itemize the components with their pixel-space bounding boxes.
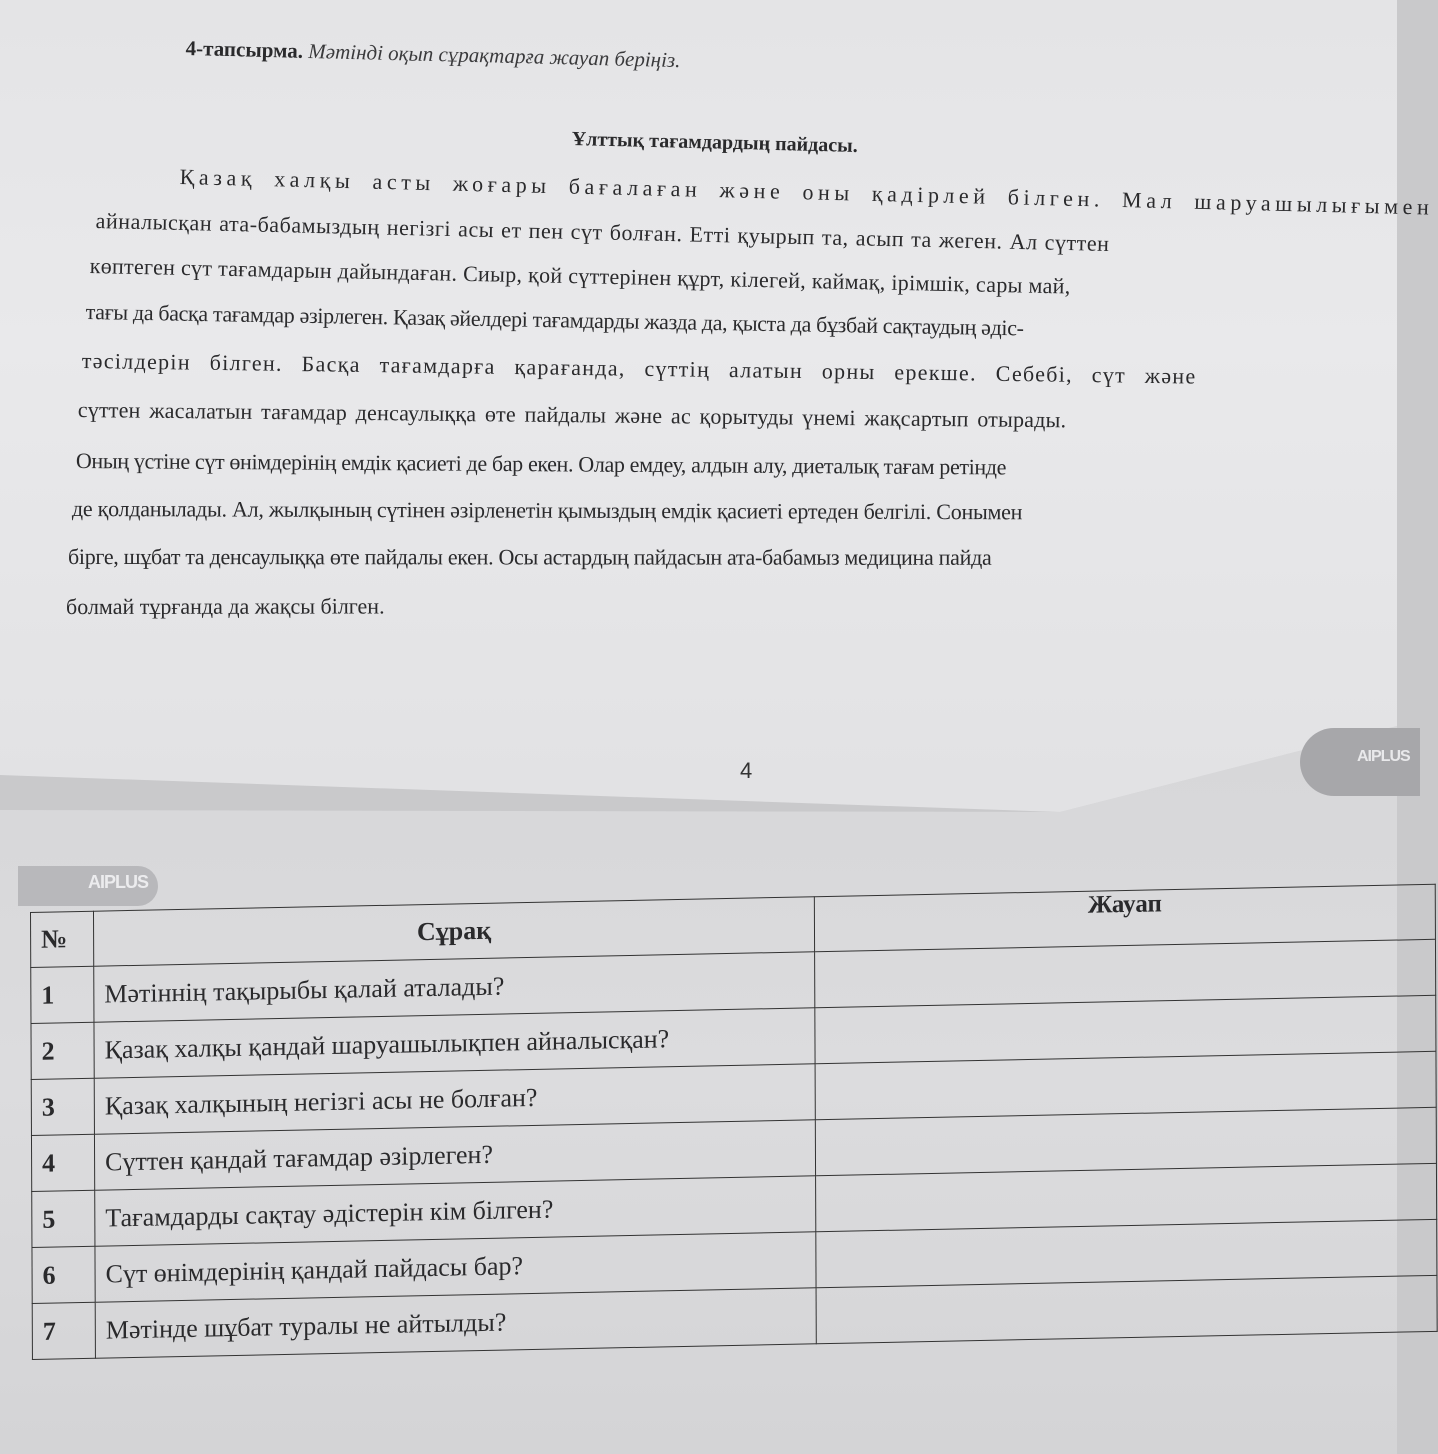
row-question: Мәтіннің тақырыбы қалай аталады? [94, 952, 815, 1022]
row-question: Қазақ халқының негізгі асы не болған? [94, 1064, 815, 1134]
text-title: Ұлттық тағамдардың пайдасы. [571, 128, 859, 157]
row-question: Қазақ халқы қандай шаруашылықпен айналысқан? [94, 1008, 815, 1078]
row-question: Сүт өнімдерінің қандай пайдасы бар? [95, 1232, 816, 1302]
row-number: 6 [32, 1246, 95, 1303]
row-question: Тағамдарды сақтау әдістерін кім білген? [95, 1176, 816, 1246]
paragraph-line: тәсілдерін білген. Басқа тағамдарға қарағанда, сүттің алатын орны ерекше. Себебі, сүт және [81, 348, 1197, 389]
paragraph-line: көптеген сүт тағамдарын дайындаған. Сиыр, қой сүттерінен құрт, кілегей, каймақ, ірімшік, сары май, [89, 253, 1071, 299]
paragraph-line: айналысқан ата-бабамыздың негізгі асы ет пен сүт болған. Етті қуырып та, асып та жеген. Ал сүттен [95, 208, 1110, 256]
logo: AIPLUS [88, 872, 149, 892]
questions-table [30, 884, 1438, 1360]
row-number: 4 [31, 1134, 94, 1191]
row-number: 5 [32, 1190, 95, 1247]
header-answer: Жауап [814, 884, 1435, 951]
task-label: 4-тапсырма. [185, 36, 304, 63]
row-answer-cell[interactable] [816, 1275, 1437, 1343]
header-question: Сұрақ [93, 897, 814, 966]
paragraph-line: Қазақ халқы асты жоғары бағалаған және оны қадірлей білген. Мал шаруашылығымен [179, 164, 1434, 220]
paragraph-line: болмай тұрғанда да жақсы білген. [66, 593, 385, 619]
row-number: 1 [31, 966, 94, 1023]
paragraph-line: сүттен жасалатын тағамдар денсаулыққа өте пайдалы және ас қорытуды үнемі жақсартып отырады. [77, 397, 1067, 433]
row-question: Сүттен қандай тағамдар әзірлеген? [94, 1120, 815, 1190]
task-instruction: Мәтінді оқып сұрақтарға жауап беріңіз. [308, 38, 681, 73]
paragraph-line: тағы да басқа тағамдар әзірлеген. Қазақ әйелдері тағамдарды жазда да, қыста да бұзбай сақтаудың әдіс- [85, 299, 1024, 341]
paragraph-line: бірге, шұбат та денсаулыққа өте пайдалы екен. Осы астардың пайдасын ата-бабамыз медицина пайда [67, 544, 992, 570]
header-number: № [31, 911, 94, 967]
row-number: 3 [31, 1078, 94, 1135]
row-question: Мәтінде шұбат туралы не айтылды? [95, 1288, 816, 1358]
paragraph-line: Оның үстіне сүт өнімдерінің емдік қасиеті де бар екен. Олар емдеу, алдын алу, диеталық тағам ретінде [75, 448, 1007, 480]
row-number: 7 [32, 1302, 95, 1359]
questions-table-wrapper [30, 884, 1404, 1360]
page-number: 4 [740, 758, 753, 783]
corner-logo-text: AIPLUS [1357, 748, 1410, 765]
row-number: 2 [31, 1022, 94, 1079]
paragraph-line: де қолданылады. Ал, жылқының сүтінен әзірленетін қымыздың емдік қасиеті ертеден белгілі. Сонымен [71, 496, 1023, 525]
